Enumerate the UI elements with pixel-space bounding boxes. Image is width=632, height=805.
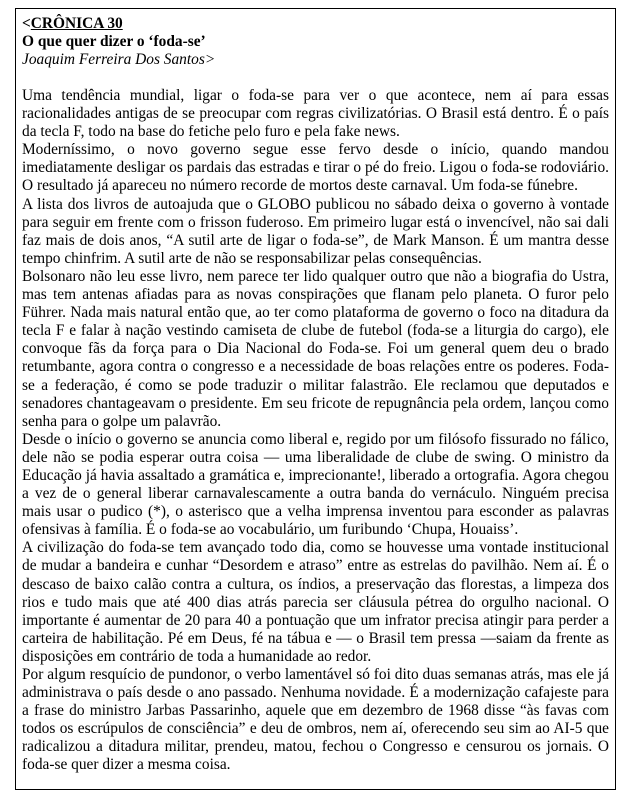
document-frame (15, 8, 616, 790)
article-author: Joaquim Ferreira Dos Santos> (22, 51, 216, 68)
section-name: CRÔNICA 30 (30, 15, 123, 32)
article-title: O que quer dizer o ‘foda-se’ (22, 33, 206, 50)
paragraph-4: Bolsonaro não leu esse livro, nem parece ter lido qualquer outro que não a biografia do Ustra, mas tem antenas afiadas para as novas conspirações que flanam pelo planeta. O furor pelo Führer. Nada mais natural então que, ao ter como plataforma de governo o foco na ditadura da tecla F e falar à nação vestindo camiseta de clube de futebol (foda-se a liturgia do cargo), ele convoque fãs da força para o Dia Nacional do Foda-se. Foi um general quem deu o brado retumbante, agora contra o congresso e a necessidade de boas relações entre os poderes. Foda-se a federação, é como se pode traduzir o militar falastrão. Ele reclamou que deputados e senadores chantageavam o presidente. Em seu fricote de repugnância pela ordem, lançou como senha para o golpe um palavrão. (22, 267, 609, 430)
paragraph-3: A lista dos livros de autoajuda que o GLOBO publicou no sábado deixa o governo à vontade para seguir em frente com o frisson fuderoso. Em primeiro lugar está o invencível, não sai dali faz mais de dois anos, “A sutil arte de ligar o foda-se”, de Mark Manson. É um mantra desse tempo chinfrim. A sutil arte de não se responsabilizar pelas consequências. (22, 195, 609, 267)
paragraph-7: Por algum resquício de pundonor, o verbo lamentável só foi dito duas semanas atrás, mas ele já administrava o país desde o ano passado. Nenhuma novidade. É a modernização cafajeste para a frase do ministro Jarbas Passarinho, aquele que em dezembro de 1968 disse “às favas com todos os escrúpulos de consciência” e deu de ombros, nem aí, oferecendo seu sim ao AI-5 que radicalizou a ditadura militar, prendeu, matou, fechou o Congresso e censurou os jornais. O foda-se quer dizer a mesma coisa. (22, 666, 609, 774)
paragraph-6: A civilização do foda-se tem avançado todo dia, como se houvesse uma vontade institucional de mudar a bandeira e cunhar “Desordem e atraso” entre as estrelas do pavilhão. Nem aí. É o descaso de baixo calão contra a cultura, os índios, a preservação das florestas, a limpeza dos rios e tudo mais que até 400 dias atrás parecia ser cláusula pétrea do orgulho nacional. O importante é aumentar de 20 para 40 a pontuação que um infrator precisa atingir para perder a carteira de habilitação. Pé em Deus, fé na tábua e — o Brasil tem pressa —saiam da frente as disposições em contrário de toda a humanidade ao redor. (22, 539, 609, 665)
paragraph-2: Moderníssimo, o novo governo segue esse fervo desde o início, quando mandou imediatamente desligar os pardais das estradas e tirar o pé do freio. Ligou o foda-se rodoviário. O resultado já apareceu no número recorde de mortos deste carnaval. Um foda-se fúnebre. (22, 141, 609, 195)
paragraph-5: Desde o início o governo se anuncia como liberal e, regido por um filósofo fissurado no fálico, dele não se podia esperar outra coisa — uma liberalidade de clube de swing. O ministro da Educação já havia assaltado a gramática e, imprecionante!, liberado a ortografia. Agora chegou a vez de o general liberar carnavalescamente a outra banda do vernáculo. Ninguém precisa mais usar o pudico (*), o asterisco que a velha imprensa inventou para esconder as palavras ofensivas à família. É o foda-se ao vocabulário, um furibundo ‘Chupa, Houaiss’. (22, 430, 609, 539)
open-bracket: < (22, 15, 31, 32)
paragraph-1: Uma tendência mundial, ligar o foda-se para ver o que acontece, nem aí para essas racionalidades antigas de se preocupar com regras civilizatórias. O Brasil está dentro. É o país da tecla F, todo na base do fetiche pelo furo e pela fake news. (22, 87, 609, 141)
blank-line (22, 69, 609, 87)
section-label (22, 15, 609, 33)
